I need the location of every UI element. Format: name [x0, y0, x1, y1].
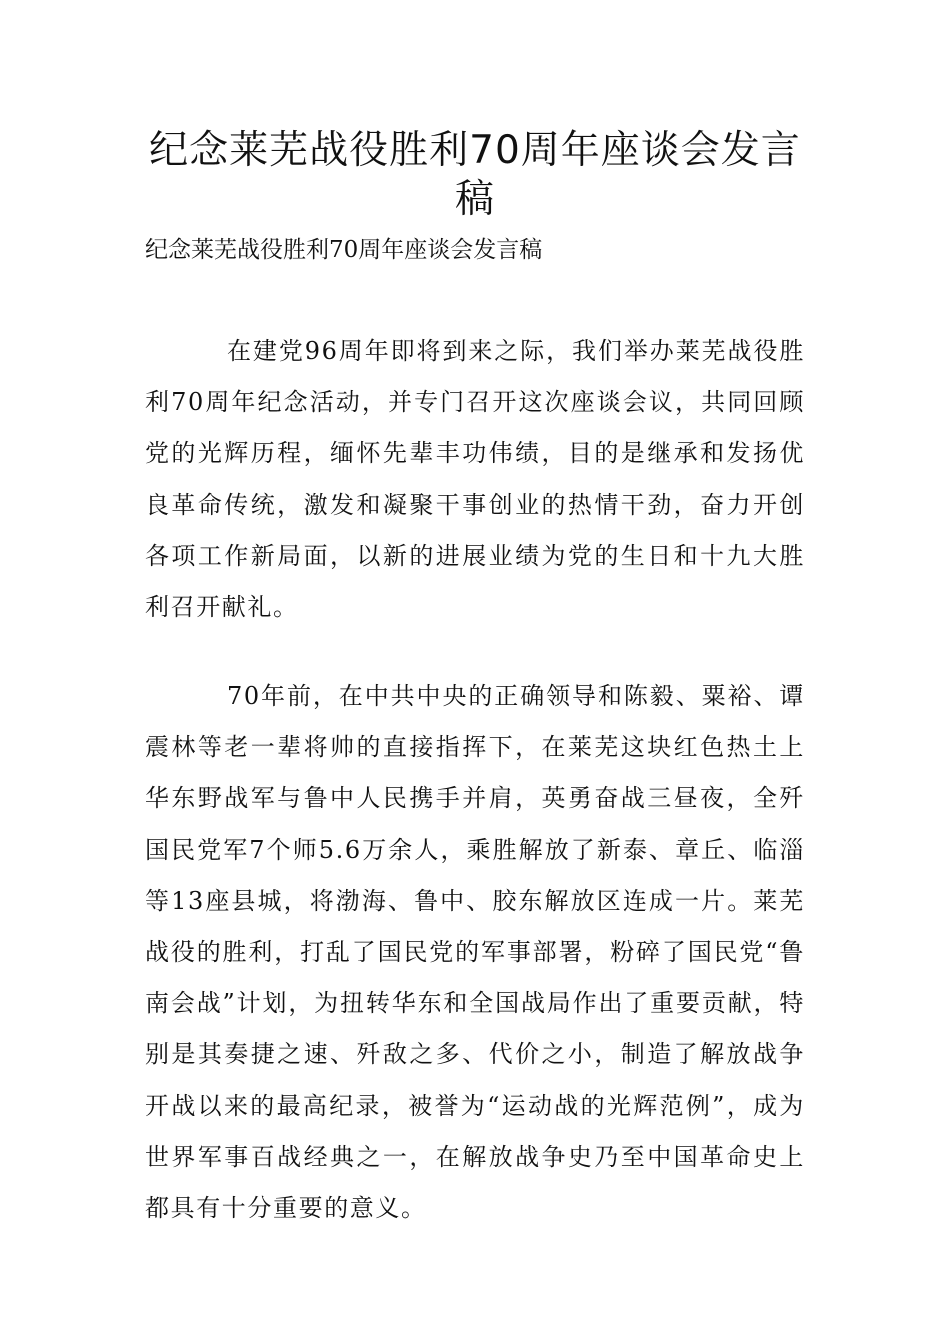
document-subtitle: 纪念莱芜战役胜利70周年座谈会发言稿 — [145, 237, 543, 263]
paragraph-2: 70年前，在中共中央的正确领导和陈毅、粟裕、谭震林等老一辈将帅的直接指挥下，在莱芜这块红色热土上华东野战军与鲁中人民携手并肩，英勇奋战三昼夜，全歼国民党军7个师5.6万余人，乘胜解放了新泰、章丘、临淄等13座县城，将渤海、鲁中、胶东解放区连成一片。莱芜战役的胜利，打乱了国民党的军事部署，粉碎了国民党“鲁南会战”计划，为扭转华东和全国战局作出了重要贡献，特别是其奏捷之速、歼敌之多、代价之小，制造了解放战争开战以来的最高纪录，被誉为“运动战的光辉范例”，成为世界军事百战经典之一，在解放战争史乃至中国革命史上都具有十分重要的意义。 — [145, 682, 805, 1223]
document-title: 纪念莱芜战役胜利70周年座谈会发言稿 — [149, 128, 801, 222]
paragraph-1: 在建党96周年即将到来之际，我们举办莱芜战役胜利70周年纪念活动，并专门召开这次座谈会议，共同回顾党的光辉历程，缅怀先辈丰功伟绩，目的是继承和发扬优良革命传统，激发和凝聚干事创业的热情干劲，奋力开创各项工作新局面，以新的进展业绩为党的生日和十九大胜利召开献礼。 — [145, 337, 805, 622]
